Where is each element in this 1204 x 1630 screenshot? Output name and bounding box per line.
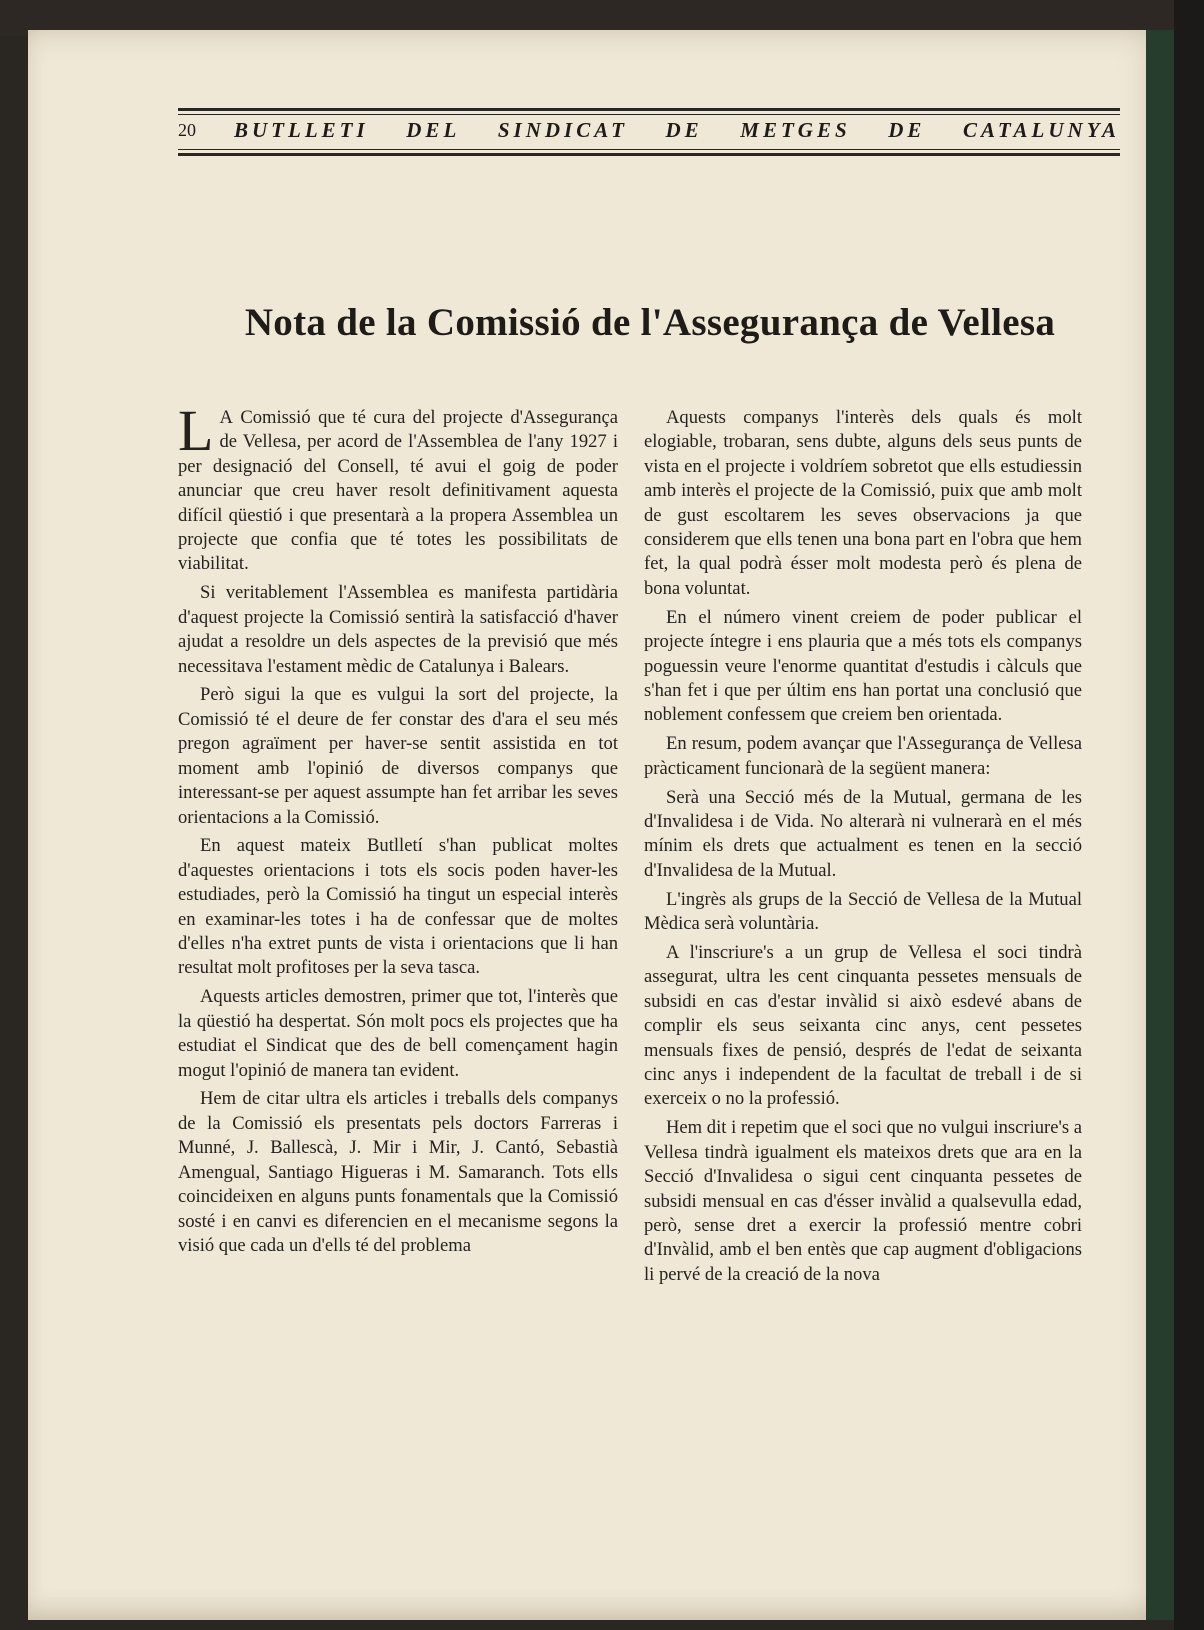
article-title: Nota de la Comissió de l'Assegurança de Vellesa: [244, 301, 1056, 344]
journal-word: DE: [665, 118, 703, 142]
journal-word: SINDICAT: [497, 118, 628, 142]
journal-word: DE: [888, 118, 926, 142]
paragraph: Serà una Secció més de la Mutual, germana de les d'Invalidesa i de Vida. No alterarà ni vulnerarà en el més mínim els drets que actualment es tenen en la secció d'Invalidesa de la Mutual.: [644, 786, 1082, 881]
right-column: [644, 406, 1082, 1292]
journal-word: DEL: [406, 118, 461, 142]
paragraph: Hem de citar ultra els articles i treballs dels companys de la Comissió els presentats pels doctors Farreras i Munné, J. Ballescà, J. Mir i Mir, J. Cantó, Sebastià Amengual, Santiago Higueras i M. Samaranch. Tots ells coincideixen en alguns punts fonamentals que la Comissió sosté i en canvi es diferencien en el mecanisme segons la visió que cada un d'ells té del problema: [178, 1088, 618, 1256]
paragraph: Si veritablement l'Assemblea es manifesta partidària d'aquest projecte la Comissió sentirà la satisfacció d'haver ajudat a resoldre un dels aspectes de la previsió que més necessitava l'estament mèdic de Catalunya i Balears.: [178, 582, 618, 677]
paragraph: En el número vinent creiem de poder publicar el projecte íntegre i ens plauria que a més tots els companys poguessin veure l'enorme quantitat d'estudis i càlculs que s'han fet i que per últim ens han portat una conclusió que noblement confessem que creiem ben orientada.: [644, 606, 1082, 726]
journal-word: BUTLLETI: [234, 118, 369, 142]
paragraph: Hem dit i repetim que el soci que no vulgui inscriure's a Vellesa tindrà igualment els mateixos drets que ara en la Secció d'Invalidesa o sigui cent cinquanta pessetes de subsidi mensual en cas d'ésser invàlid a qualsevulla edad, però, sense dret a exercir la professió mentre cobri d'Invàlid, amb el ben entès que cap augment d'obligacions li pervé de la creació de la nova: [644, 1117, 1082, 1285]
paragraph: Aquests companys l'interès dels quals és molt elogiable, trobaran, sens dubte, alguns dels seus punts de vista en el projecte i voldríem sobretot que ells estudiessin amb interès el projecte de la Comissió, puix que amb molt de gust escoltarem les seves observacions ja que considerem que ells tenen una bona part en l'obra que hem fet, la qual podrà ésser molt modesta però és plena de bona voluntat.: [644, 407, 1082, 599]
paragraph: En aquest mateix Butlletí s'han publicat moltes d'aquestes orientacions i tots els socis poden haver-les estudiades, però la Comissió ha tingut un especial interès en examinar-les totes i ha de confessar que de moltes d'elles n'ha extret punts de vista i orientacions que li han resultat molt profitoses per la seva tasca.: [178, 835, 618, 979]
paragraph: A l'inscriure's a un grup de Vellesa el soci tindrà assegurat, ultra les cent cinquanta pessetes mensuals de subsidi en cas d'estar invàlid si això esdevé abans de complir els seus seixanta cinc anys, cent pessetes mensuals fixes de pensió, després de l'edat de seixanta cinc anys i independent de la facultat de treball i de si exerceix o no la professió.: [644, 942, 1082, 1110]
paragraph-text: Comissió que té cura del projecte d'Assegurança de Vellesa, per acord de l'Assemblea de l'any 1927 i per designació del Consell, té avui el goig de poder anunciar que creu haver resolt definitivament aquesta difícil qüestió i que presentarà a la propera Assemblea un projecte que confia que té totes les possibilitats de viabilitat.: [178, 407, 618, 575]
binding-edge: [1146, 30, 1174, 1620]
paragraph: Però sigui la que es vulgui la sort del projecte, la Comissió té el deure de fer constar des d'ara el seu més pregon agraïment per haver-se sentit assistida en tot moment amb l'opinió de diversos companys que interessant-se per aquest assumpte han fet arribar les seves orientacions a la Comissió.: [178, 684, 618, 828]
journal-title: [234, 118, 1120, 143]
page-number: 20: [178, 120, 196, 140]
paragraph: L'ingrès als grups de la Secció de Vellesa de la Mutual Mèdica serà voluntària.: [644, 888, 1082, 935]
drop-cap: L: [178, 398, 214, 463]
left-column: [178, 398, 618, 1263]
paragraph: [178, 398, 618, 577]
journal-word: METGES: [740, 118, 851, 142]
paragraph: En resum, podem avançar que l'Assegurança de Vellesa pràcticament funcionarà de la següent manera:: [644, 733, 1082, 779]
scan-background-right: [1174, 0, 1204, 1630]
paragraph: Aquests articles demostren, primer que tot, l'interès que la qüestió ha despertat. Són molt pocs els projectes que ha estudiat el Sindicat que des de bell començament hagin mogut l'opinió de manera tan evident.: [178, 986, 618, 1081]
running-header: [178, 108, 1120, 156]
drop-cap-continuation: A: [219, 407, 233, 428]
journal-word: CATALUNYA: [963, 118, 1120, 142]
